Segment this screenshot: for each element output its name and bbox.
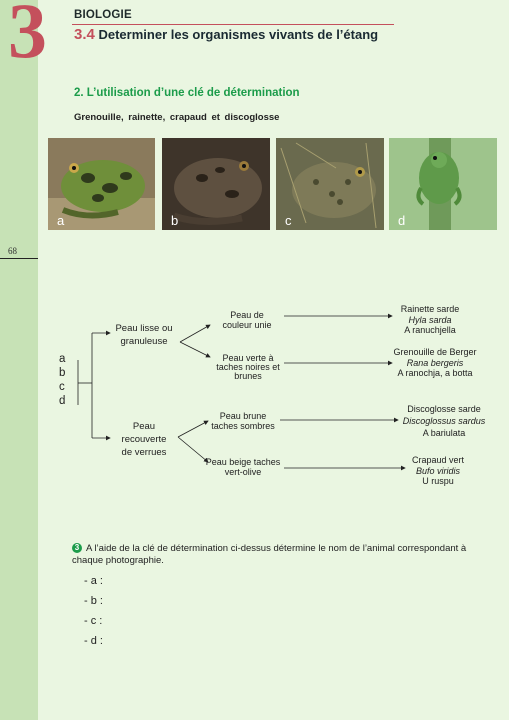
result-local: A bariulata [422,428,466,438]
branch-text: taches sombres [211,421,275,431]
branch-text: Peau beige taches [205,457,281,467]
subject-label: BIOLOGIE [74,9,132,21]
chapter-number: 3 [8,0,47,74]
result-name: Discoglosse sarde [407,404,481,414]
photo-letter: a [57,213,65,228]
branch-beige-olive [202,457,284,477]
branch-text: Peau verte à [222,353,274,363]
result-local: A ranochja, a botta [397,368,473,378]
page-number: 68 [8,246,17,256]
branch-text: granuleuse [120,336,168,347]
question-number: 3 [72,543,82,553]
branch-green-spotted [208,354,288,381]
branch-text: Peau brune [219,411,267,421]
start-label-c: c [59,381,65,393]
subheading: Grenouille, rainette, crapaud et discoglosse [74,112,280,123]
branch-text: recouverte [121,434,167,445]
question-3 [72,543,492,567]
branch-text: vert-olive [224,467,262,477]
photo-letter: b [171,213,179,228]
branch-text: couleur unie [222,320,272,330]
answer-d[interactable]: - d : [84,635,103,647]
result-bufo-viridis [403,455,473,487]
result-name: Crapaud vert [411,455,465,465]
result-name: Rainette sarde [400,304,460,314]
answer-list [84,575,103,655]
branch-text: de verrues [121,447,167,458]
start-label-a: a [59,353,66,365]
branch-text: Peau lisse ou [115,323,173,334]
branch-uniform-color [212,310,282,330]
result-latin: Rana bergeris [406,357,464,368]
photo-letter: c [285,213,292,228]
photo-letter: d [398,213,406,228]
result-local: A ranuchjella [404,325,456,335]
result-discoglossus-sardus [398,403,490,439]
section-title: Determiner les organismes vivants de l’étang [98,27,379,42]
start-label-b: b [59,367,66,379]
section-number: 3.4 [74,26,95,43]
result-latin: Discoglossus sardus [402,416,486,426]
branch-text: taches noires et [216,362,280,372]
answer-b[interactable]: - b : [84,595,103,607]
answer-a[interactable]: - a : [84,575,103,587]
branch-smooth-skin [112,322,176,348]
start-label-d: d [59,395,66,407]
question-text: A l’aide de la clé de détermination ci-dessus détermine le nom de l’animal correspondant à chaque photographie. [72,543,467,566]
start-labels [59,352,65,408]
result-latin: Bufo viridis [415,465,460,476]
result-rana-bergeris [385,347,485,379]
result-hyla-sarda [390,304,470,336]
result-name: Grenouille de Berger [393,347,477,357]
branch-warty-skin [112,420,176,459]
branch-text: Peau de [230,310,264,320]
result-latin: Hyla sarda [408,314,452,325]
answer-c[interactable]: - c : [84,615,103,627]
branch-text: brunes [234,371,262,381]
branch-brown-dark-spots [208,411,278,431]
branch-text: Peau [132,421,156,432]
section-heading: 2. L’utilisation d’une clé de détermination [74,87,300,99]
result-local: U ruspu [422,476,454,486]
